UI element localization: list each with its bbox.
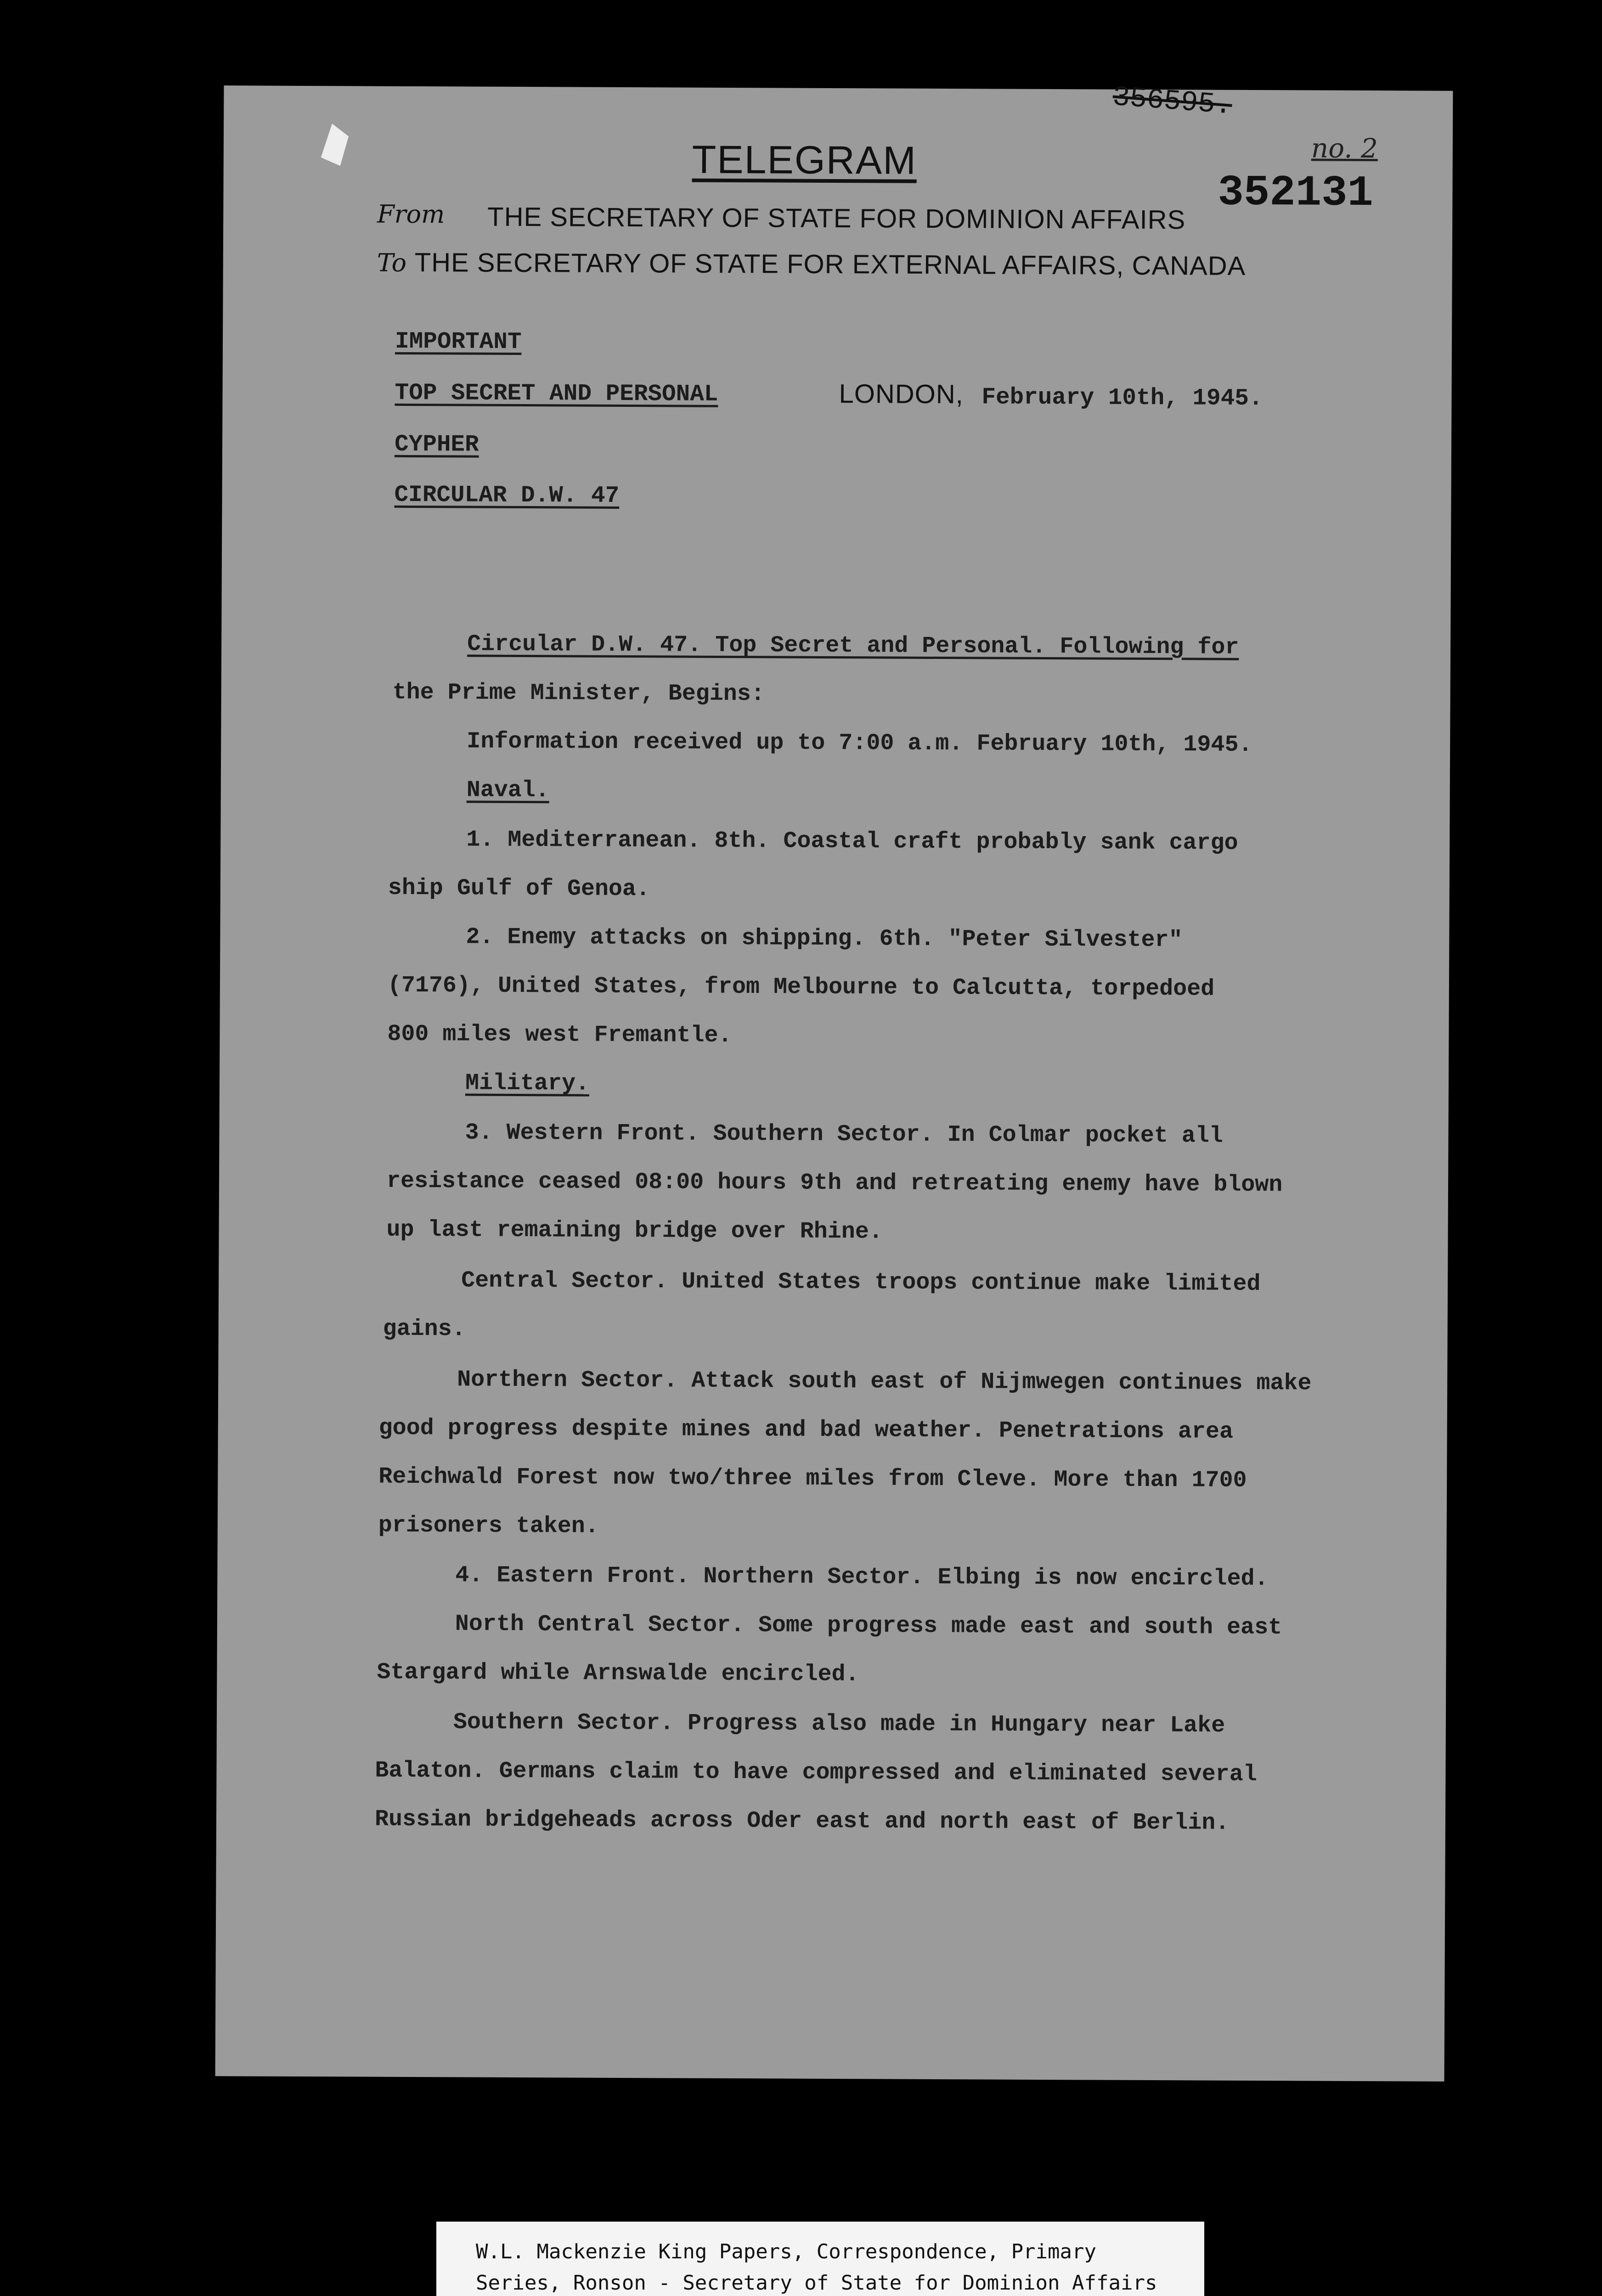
body-line: Southern Sector. Progress also made in Hungary near Lake <box>453 1709 1225 1739</box>
section-naval: Naval. <box>466 777 549 804</box>
stamp-number: 356595. <box>1111 80 1234 122</box>
body-line: up last remaining bridge over Rhine. <box>386 1216 883 1245</box>
place: LONDON, <box>839 379 964 410</box>
classification-important <box>395 329 522 355</box>
class-cypher: CYPHER <box>394 431 479 458</box>
place-date-row <box>839 378 1263 412</box>
body-line: Northern Sector. Attack south east of Nijmwegen continues make <box>457 1367 1312 1397</box>
body-line: (7176), United States, from Melbourne to Calcutta, torpedoed <box>387 972 1215 1002</box>
archive-reference-slip <box>436 2222 1204 2296</box>
section-military: Military. <box>465 1070 590 1097</box>
classification-circular <box>394 482 619 509</box>
body-line: gains. <box>383 1316 466 1343</box>
body-line <box>467 631 1239 661</box>
body-line: good progress despite mines and bad weather. Penetrations area <box>378 1415 1234 1445</box>
handwritten-note: no. 2 <box>1311 132 1378 164</box>
body-line <box>465 1070 589 1097</box>
body-line: prisoners taken. <box>378 1512 599 1540</box>
slip-line: W.L. Mackenzie King Papers, Correspondence, Primary <box>476 2240 1097 2263</box>
body-line: Russian bridgeheads across Oder east and north east of Berlin. <box>374 1806 1230 1836</box>
to-row <box>377 247 1246 281</box>
from-text: THE SECRETARY OF STATE FOR DOMINION AFFAIRS <box>487 202 1186 235</box>
classification-cypher <box>395 432 479 458</box>
class-important: IMPORTANT <box>395 328 522 356</box>
from-text-row <box>487 202 1185 236</box>
classification-top-secret <box>395 380 718 408</box>
class-top-secret: TOP SECRET AND PERSONAL <box>395 380 718 408</box>
date: February 10th, 1945. <box>982 384 1263 412</box>
class-circular: CIRCULAR D.W. 47 <box>394 482 620 509</box>
telegram-document <box>215 80 1453 2082</box>
body-line <box>467 777 549 804</box>
body-line: 2. Enemy attacks on shipping. 6th. "Peter Silvester" <box>466 924 1183 954</box>
to-label: To <box>377 248 407 277</box>
body-line: Stargard while Arnswalde encircled. <box>377 1659 859 1688</box>
circular-ref: Circular D.W. 47. Top Secret and Personal. Following for <box>467 631 1239 661</box>
body-line: Balaton. Germans claim to have compressed and eliminated several <box>375 1757 1257 1788</box>
body-line: 4. Eastern Front. Northern Sector. Elbing is now encircled. <box>455 1562 1269 1593</box>
from-row <box>377 200 445 229</box>
body-line: the Prime Minister, Begins: <box>392 679 765 708</box>
body-line: resistance ceased 08:00 hours 9th and retreating enemy have blown <box>386 1168 1283 1199</box>
body-line: 3. Western Front. Southern Sector. In Colmar pocket all <box>465 1120 1223 1149</box>
punched-hole-mark <box>321 124 349 166</box>
body-line: ship Gulf of Genoa. <box>388 875 650 903</box>
body-line: 800 miles west Fremantle. <box>387 1021 732 1049</box>
telegram-title: TELEGRAM <box>692 137 917 183</box>
to-text: THE SECRETARY OF STATE FOR EXTERNAL AFFAIRS, CANADA <box>414 247 1246 281</box>
body-line: North Central Sector. Some progress made east and south east <box>455 1611 1282 1641</box>
body-line: Reichwald Forest now two/three miles from Cleve. More than 1700 <box>378 1463 1247 1494</box>
body-line: Information received up to 7:00 a.m. February 10th, 1945. <box>467 728 1252 758</box>
slip-line: Series, Ronson - Secretary of State for Dominion Affairs <box>476 2271 1157 2295</box>
body-line: Central Sector. United States troops continue make limited <box>461 1267 1261 1298</box>
page-number: 352131 <box>1218 169 1374 219</box>
body-line: 1. Mediterranean. 8th. Coastal craft probably sank cargo <box>466 827 1238 856</box>
from-label: From <box>377 199 445 229</box>
